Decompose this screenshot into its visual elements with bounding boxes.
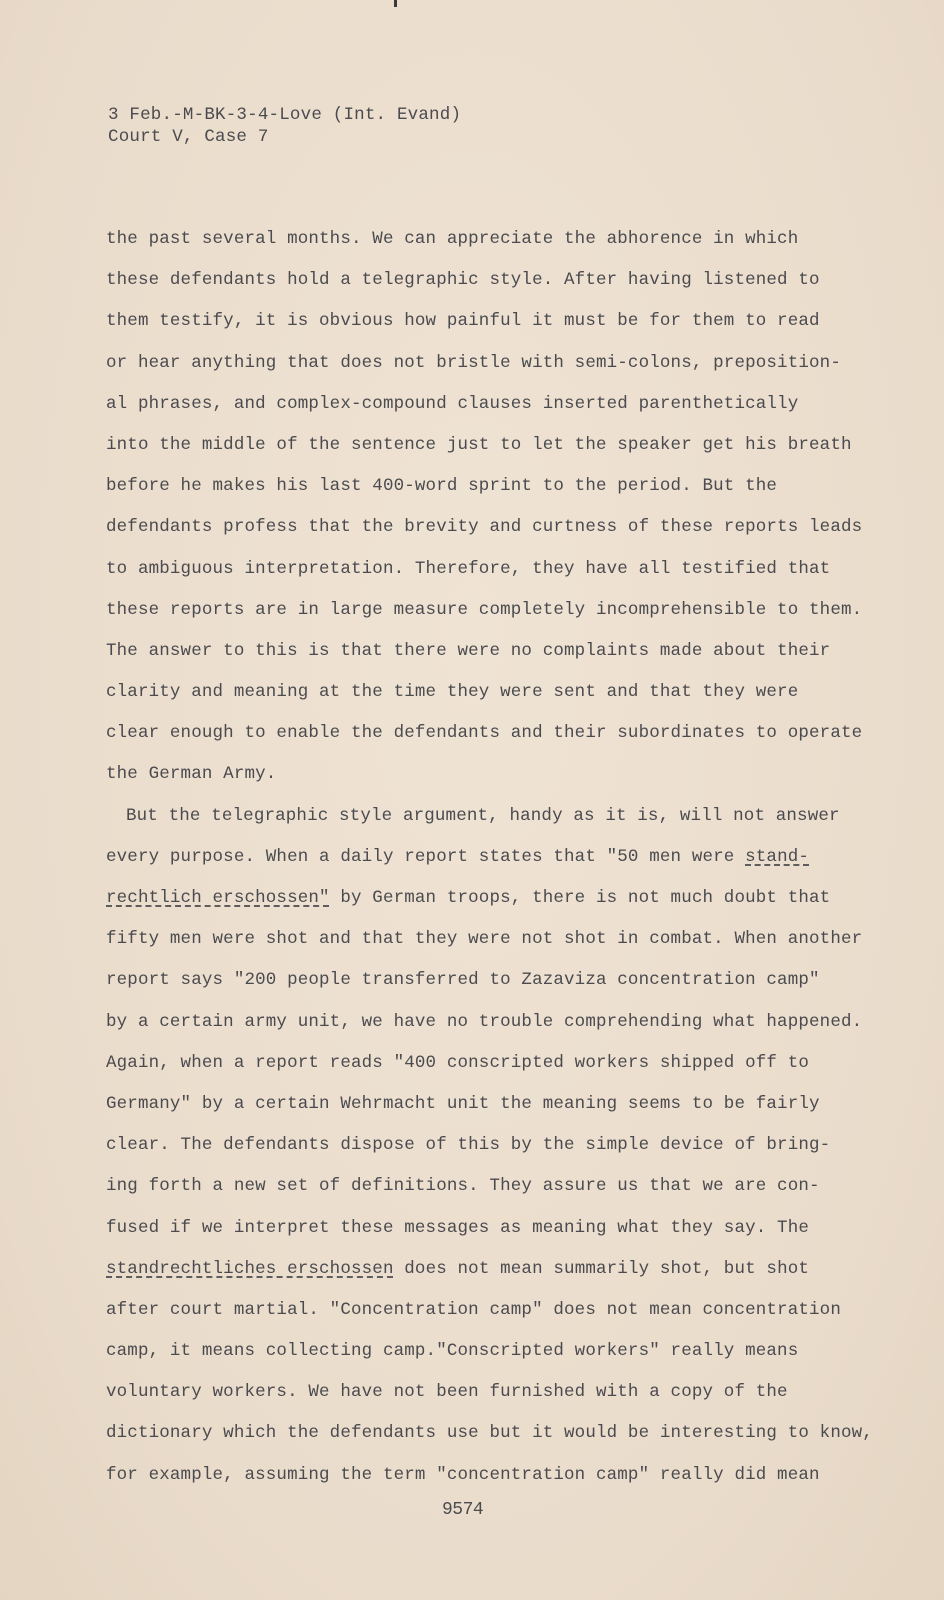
- text-line: dictionary which the defendants use but it would be interesting to know,: [106, 1423, 873, 1444]
- text-line: Again, when a report reads "400 conscripted workers shipped off to: [106, 1052, 810, 1073]
- text-segment: every purpose. When a daily report states that "50 men were: [106, 846, 746, 867]
- text-line: by a certain army unit, we have no trouble comprehending what happened.: [106, 1011, 863, 1032]
- text-line: [106, 1257, 906, 1298]
- text-line: fused if we interpret these messages as meaning what they say. The: [106, 1217, 810, 1238]
- text-line: these reports are in large measure completely incomprehensible to them.: [106, 599, 863, 620]
- underlined-term: stand-: [745, 846, 810, 867]
- text-line: clarity and meaning at the time they were sent and that they were: [106, 682, 799, 703]
- text-line: clear. The defendants dispose of this by the simple device of bring-: [106, 1135, 831, 1156]
- text-line: The answer to this is that there were no complaints made about their: [106, 640, 831, 661]
- text-line: or hear anything that does not bristle with semi-colons, preposition-: [106, 352, 841, 373]
- text-line: to ambiguous interpretation. Therefore, they have all testified that: [106, 558, 831, 579]
- text-line: voluntary workers. We have not been furnished with a copy of the: [106, 1382, 788, 1403]
- text-line: after court martial. "Concentration camp" does not mean concentration: [106, 1299, 841, 1320]
- underlined-term: rechtlich erschossen": [106, 888, 330, 908]
- text-line: for example, assuming the term "concentration camp" really did mean: [106, 1464, 820, 1485]
- text-line: fifty men were shot and that they were not shot in combat. When another: [106, 929, 863, 950]
- text-line: ing forth a new set of definitions. They assure us that we are con-: [106, 1176, 820, 1197]
- text-line-paragraph-start: But the telegraphic style argument, handy as it is, will not answer: [126, 805, 840, 826]
- page-number: 9574: [442, 1500, 484, 1520]
- underlined-term: standrechtliches erschossen: [106, 1258, 394, 1279]
- text-line: al phrases, and complex-compound clauses inserted parenthetically: [106, 393, 799, 414]
- text-segment: does not mean summarily shot, but shot: [393, 1258, 810, 1279]
- text-line: report says "200 people transferred to Zazaviza concentration camp": [106, 970, 820, 991]
- header-line-court: Court V, Case 7: [108, 127, 269, 147]
- body-text: [106, 227, 906, 1504]
- top-margin-mark: [394, 0, 397, 7]
- text-line: clear enough to enable the defendants and their subordinates to operate: [106, 723, 863, 744]
- text-line: into the middle of the sentence just to let the speaker get his breath: [106, 434, 852, 455]
- text-line: before he makes his last 400-word sprint to the period. But the: [106, 476, 778, 497]
- text-line: camp, it means collecting camp."Conscripted workers" really means: [106, 1341, 799, 1362]
- text-line: [106, 886, 906, 927]
- text-line: them testify, it is obvious how painful it must be for them to read: [106, 311, 820, 332]
- header-line-reference: 3 Feb.-M-BK-3-4-Love (Int. Evand): [108, 105, 462, 125]
- text-line: defendants profess that the brevity and curtness of these reports leads: [106, 517, 863, 538]
- text-line: these defendants hold a telegraphic style. After having listened to: [106, 270, 820, 291]
- text-line: [106, 845, 906, 886]
- text-line: Germany" by a certain Wehrmacht unit the meaning seems to be fairly: [106, 1093, 820, 1114]
- text-line: the German Army.: [106, 764, 277, 785]
- text-line: the past several months. We can appreciate the abhorence in which: [106, 229, 799, 249]
- text-segment: by German troops, there is not much doubt that: [329, 888, 831, 908]
- document-header: [108, 104, 461, 148]
